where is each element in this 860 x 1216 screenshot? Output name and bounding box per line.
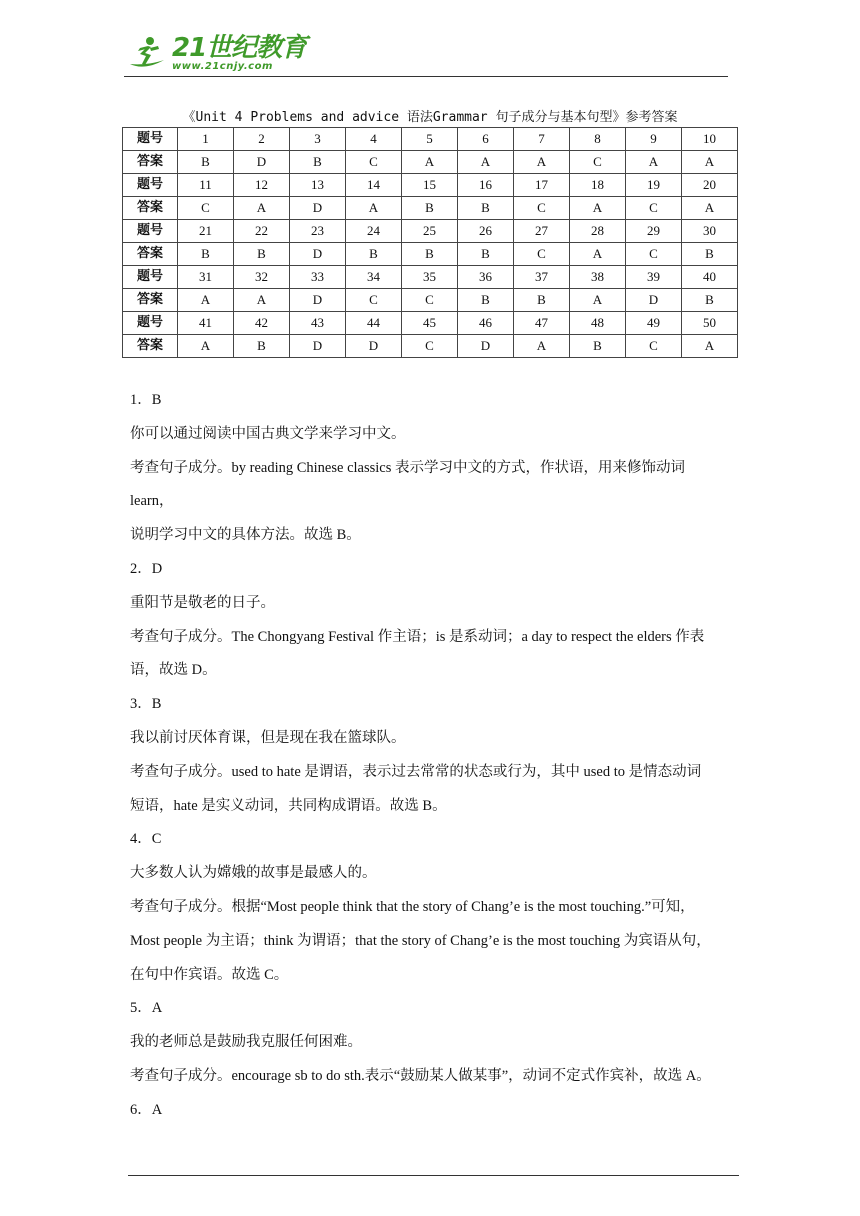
number-row-label: 题号 [123, 174, 178, 197]
answer-cell: B [346, 243, 402, 266]
question-number-cell: 8 [570, 128, 626, 151]
question-number-cell: 41 [178, 312, 234, 335]
footer-divider [128, 1175, 739, 1176]
answer-row [123, 151, 738, 174]
number-row-label: 题号 [123, 312, 178, 335]
question-number-cell: 10 [682, 128, 738, 151]
answer-cell: B [402, 197, 458, 220]
explanation-analysis-line: 考查句子成分。The Chongyang Festival 作主语；is 是系动词；a day to respect the elders 作表 [130, 628, 705, 645]
answer-cell: C [626, 335, 682, 358]
answer-cell: C [346, 289, 402, 312]
question-number-cell: 33 [290, 266, 346, 289]
runner-logo-icon [124, 34, 168, 74]
answer-row-label: 答案 [123, 335, 178, 358]
question-number-cell: 42 [234, 312, 290, 335]
answer-cell: B [682, 243, 738, 266]
answer-cell: A [514, 335, 570, 358]
page-header [124, 34, 728, 80]
question-number-cell: 17 [514, 174, 570, 197]
answer-cell: D [290, 335, 346, 358]
answer-cell: B [458, 197, 514, 220]
question-number-cell: 50 [682, 312, 738, 335]
question-number-cell: 48 [570, 312, 626, 335]
question-number-cell: 11 [178, 174, 234, 197]
number-row [123, 266, 738, 289]
question-number-cell: 21 [178, 220, 234, 243]
explanation-heading: 3．B [130, 696, 162, 713]
answer-cell: D [626, 289, 682, 312]
answer-cell: B [570, 335, 626, 358]
explanation-analysis-line: 考查句子成分。encourage sb to do sth.表示“鼓励某人做某事”，动词不定式作宾补，故选 A。 [130, 1067, 711, 1084]
explanation-analysis-line: 考查句子成分。by reading Chinese classics 表示学习中文的方式，作状语，用来修饰动词 learn， [130, 459, 685, 510]
answer-row-label: 答案 [123, 197, 178, 220]
answer-cell: D [458, 335, 514, 358]
question-number-cell: 30 [682, 220, 738, 243]
question-number-cell: 16 [458, 174, 514, 197]
answer-row-label: 答案 [123, 289, 178, 312]
answer-cell: D [290, 289, 346, 312]
number-row-label: 题号 [123, 266, 178, 289]
answer-cell: A [682, 151, 738, 174]
explanation-analysis-line: 在句中作宾语。故选 C。 [130, 966, 289, 983]
answer-cell: D [346, 335, 402, 358]
answer-cell: A [570, 197, 626, 220]
question-number-cell: 39 [626, 266, 682, 289]
logo [124, 34, 306, 74]
answer-cell: A [178, 335, 234, 358]
answer-cell: A [458, 151, 514, 174]
number-row [123, 174, 738, 197]
answer-cell: B [514, 289, 570, 312]
question-number-cell: 46 [458, 312, 514, 335]
question-number-cell: 1 [178, 128, 234, 151]
explanation-heading: 5．A [130, 1000, 163, 1017]
question-number-cell: 23 [290, 220, 346, 243]
number-row [123, 312, 738, 335]
explanation-heading: 6．A [130, 1101, 163, 1118]
question-number-cell: 5 [402, 128, 458, 151]
document-title: 《Unit 4 Problems and advice 语法Grammar 句子成分与基本句型》参考答案 [182, 110, 678, 125]
answer-cell: A [514, 151, 570, 174]
explanation-analysis-line: Most people 为主语；think 为谓语；that the story of Chang’e is the most touching 为宾语从句， [130, 932, 711, 949]
logo-wordmark: 21世纪教育 [172, 33, 307, 63]
question-number-cell: 7 [514, 128, 570, 151]
question-number-cell: 14 [346, 174, 402, 197]
question-number-cell: 28 [570, 220, 626, 243]
answer-cell: A [178, 289, 234, 312]
question-number-cell: 2 [234, 128, 290, 151]
answer-table [122, 127, 738, 358]
question-number-cell: 49 [626, 312, 682, 335]
question-number-cell: 35 [402, 266, 458, 289]
answer-cell: C [626, 243, 682, 266]
question-number-cell: 45 [402, 312, 458, 335]
question-number-cell: 40 [682, 266, 738, 289]
question-number-cell: 38 [570, 266, 626, 289]
answer-cell: A [570, 243, 626, 266]
explanation-heading: 4．C [130, 831, 162, 848]
question-number-cell: 32 [234, 266, 290, 289]
explanation-analysis-line: 短语，hate 是实义动词，共同构成谓语。故选 B。 [130, 797, 447, 814]
explanation-analysis-line: 语，故选 D。 [130, 662, 217, 679]
question-number-cell: 29 [626, 220, 682, 243]
answer-cell: B [682, 289, 738, 312]
question-number-cell: 9 [626, 128, 682, 151]
answer-cell: B [178, 151, 234, 174]
answer-cell: B [234, 335, 290, 358]
answer-cell: B [290, 151, 346, 174]
answer-cell: C [514, 197, 570, 220]
explanations [130, 384, 730, 1128]
answer-cell: D [234, 151, 290, 174]
answer-row [123, 335, 738, 358]
answer-cell: A [626, 151, 682, 174]
number-row [123, 220, 738, 243]
answer-cell: D [290, 243, 346, 266]
answer-cell: D [290, 197, 346, 220]
answer-cell: B [234, 243, 290, 266]
answer-cell: A [402, 151, 458, 174]
question-number-cell: 18 [570, 174, 626, 197]
explanation-heading: 1．B [130, 392, 162, 408]
answer-cell: C [346, 151, 402, 174]
question-number-cell: 34 [346, 266, 402, 289]
question-number-cell: 24 [346, 220, 402, 243]
question-number-cell: 4 [346, 128, 402, 151]
answer-cell: C [570, 151, 626, 174]
question-number-cell: 26 [458, 220, 514, 243]
question-number-cell: 31 [178, 266, 234, 289]
answer-cell: C [402, 289, 458, 312]
answer-row [123, 197, 738, 220]
question-number-cell: 19 [626, 174, 682, 197]
number-row-label: 题号 [123, 128, 178, 151]
answer-cell: A [346, 197, 402, 220]
header-divider [124, 76, 728, 77]
explanation-heading: 2．D [130, 560, 163, 577]
explanation-analysis-line: 说明学习中文的具体方法。故选 B。 [130, 527, 361, 544]
question-number-cell: 25 [402, 220, 458, 243]
answer-row-label: 答案 [123, 243, 178, 266]
explanation-translation: 我以前讨厌体育课，但是现在我在篮球队。 [130, 729, 406, 746]
answer-cell: B [458, 243, 514, 266]
answer-cell: A [234, 197, 290, 220]
logo-url: www.21cnjy.com [172, 61, 273, 72]
question-number-cell: 20 [682, 174, 738, 197]
question-number-cell: 43 [290, 312, 346, 335]
question-number-cell: 27 [514, 220, 570, 243]
answer-cell: A [570, 289, 626, 312]
question-number-cell: 6 [458, 128, 514, 151]
answer-row [123, 289, 738, 312]
answer-cell: B [458, 289, 514, 312]
answer-cell: A [682, 335, 738, 358]
explanation-analysis-line: 考查句子成分。根据“Most people think that the story of Chang’e is the most touching.”可知， [130, 898, 695, 915]
explanation-translation: 大多数人认为嫦娥的故事是最感人的。 [130, 865, 377, 882]
answer-cell: C [514, 243, 570, 266]
number-row-label: 题号 [123, 220, 178, 243]
question-number-cell: 22 [234, 220, 290, 243]
question-number-cell: 3 [290, 128, 346, 151]
explanation-translation: 我的老师总是鼓励我克服任何困难。 [130, 1034, 362, 1051]
answer-row [123, 243, 738, 266]
explanation-translation: 重阳节是敬老的日子。 [130, 594, 275, 611]
explanation-analysis-line: 考查句子成分。used to hate 是谓语，表示过去常常的状态或行为，其中 used to 是情态动词 [130, 763, 702, 780]
number-row [123, 128, 738, 151]
answer-cell: C [178, 197, 234, 220]
answer-cell: C [402, 335, 458, 358]
question-number-cell: 13 [290, 174, 346, 197]
answer-cell: B [402, 243, 458, 266]
answer-row-label: 答案 [123, 151, 178, 174]
question-number-cell: 44 [346, 312, 402, 335]
question-number-cell: 12 [234, 174, 290, 197]
question-number-cell: 37 [514, 266, 570, 289]
answer-cell: B [178, 243, 234, 266]
question-number-cell: 47 [514, 312, 570, 335]
explanation-translation: 你可以通过阅读中国古典文学来学习中文。 [130, 425, 406, 442]
question-number-cell: 36 [458, 266, 514, 289]
question-number-cell: 15 [402, 174, 458, 197]
answer-cell: C [626, 197, 682, 220]
answer-cell: A [234, 289, 290, 312]
answer-cell: A [682, 197, 738, 220]
